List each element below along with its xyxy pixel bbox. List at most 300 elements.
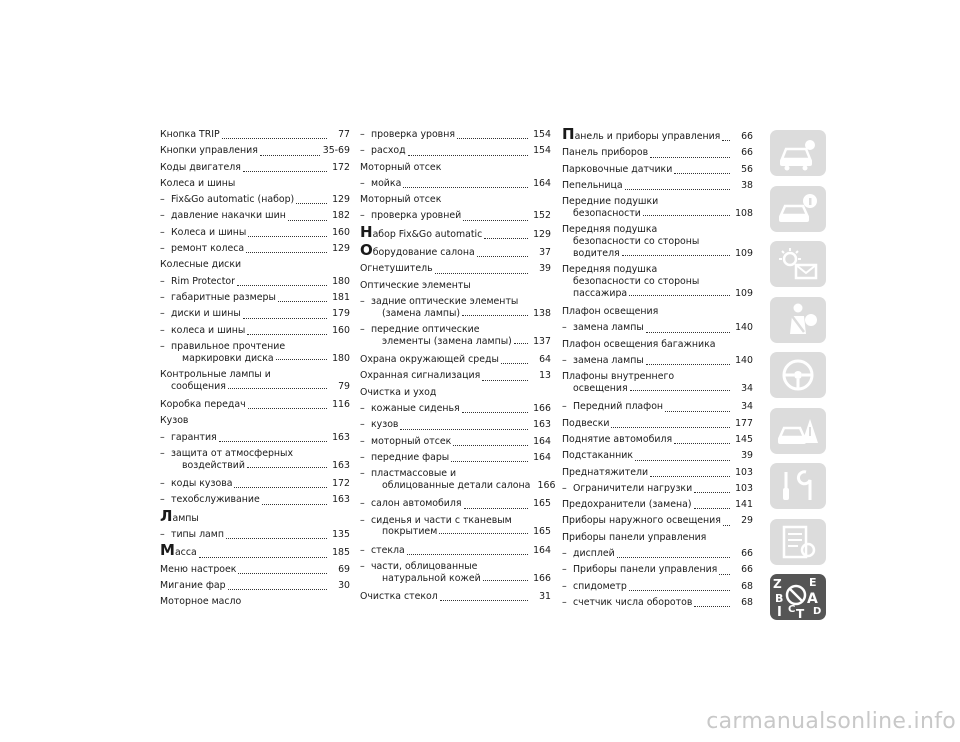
entry-text: Панель приборов xyxy=(562,147,649,159)
entry-last-line xyxy=(562,248,753,260)
index-entry xyxy=(562,546,753,562)
leader-dots xyxy=(451,461,528,462)
entry-text-line: сообщения xyxy=(171,380,226,392)
entry-text: Коды двигателя xyxy=(160,161,241,173)
page-number: 103 xyxy=(735,482,753,494)
index-heading: Колеса и шины xyxy=(160,177,236,189)
entry-text-line: – правильное прочтение xyxy=(160,341,350,353)
page-number: 66 xyxy=(741,548,753,560)
index-letter: B xyxy=(775,592,784,605)
index-entry-multiline xyxy=(360,515,551,539)
entry-initial-letter: Н xyxy=(360,224,373,241)
leader-dots xyxy=(243,318,327,319)
index-entry xyxy=(360,352,551,368)
index-heading: Моторный отсек xyxy=(360,161,442,173)
entry-text: Поднятие автомобиля xyxy=(562,433,673,445)
leader-dots xyxy=(643,215,730,216)
entry-last-line xyxy=(360,308,551,320)
page-number: 180 xyxy=(332,275,350,287)
index-heading: Очистка и уход xyxy=(360,386,437,398)
leader-dots xyxy=(722,140,730,141)
car-warning-icon xyxy=(776,413,820,449)
index-entry-multiline xyxy=(160,448,350,472)
tab-car-warning[interactable] xyxy=(770,408,826,454)
leader-dots xyxy=(464,508,528,509)
tab-seatbelt-airbag[interactable] xyxy=(770,297,826,343)
index-letter: E xyxy=(809,576,817,589)
tab-tools[interactable] xyxy=(770,463,826,509)
entry-last-line xyxy=(562,208,753,220)
entry-last-line xyxy=(562,288,753,300)
index-entry xyxy=(360,589,551,605)
page-number: 38 xyxy=(741,179,753,191)
index-entry xyxy=(360,401,551,417)
leader-dots xyxy=(237,285,327,286)
page-number: 166 xyxy=(533,572,551,584)
page-number: 103 xyxy=(735,466,753,478)
index-entry-multiline xyxy=(360,561,551,585)
entry-text: – габаритные размеры xyxy=(160,290,276,306)
watermark: carmanualsonline.info xyxy=(706,709,956,734)
page-number: 64 xyxy=(539,354,551,366)
leader-dots xyxy=(483,580,528,581)
index-entry xyxy=(160,527,350,543)
leader-dots xyxy=(440,600,528,601)
leader-dots xyxy=(694,606,730,607)
index-entry xyxy=(562,465,753,481)
entry-text-line: – передние оптические xyxy=(360,324,551,336)
entry-text-rest: ампы xyxy=(172,512,199,524)
page-number: 177 xyxy=(735,417,753,429)
leader-dots xyxy=(276,359,327,360)
entry-text: – спидометр xyxy=(562,579,627,595)
index-entry xyxy=(562,513,753,529)
index-entry xyxy=(160,241,350,257)
leader-dots xyxy=(296,203,327,204)
entry-text: Подвески xyxy=(562,417,610,429)
entry-text: Подстаканник xyxy=(562,450,634,462)
leader-dots xyxy=(650,157,730,158)
page-number: 69 xyxy=(338,563,350,575)
leader-dots xyxy=(246,252,327,253)
index-entry xyxy=(160,543,350,561)
entry-text: Преднатяжители xyxy=(562,466,649,478)
leader-dots xyxy=(288,220,327,221)
index-entry xyxy=(360,127,551,143)
entry-text xyxy=(562,127,720,145)
index-entry xyxy=(160,492,350,508)
page-number: 185 xyxy=(332,547,350,559)
page-number: 66 xyxy=(741,564,753,576)
leader-dots xyxy=(482,380,528,381)
index-entry-multiline xyxy=(360,324,551,348)
page-number: 140 xyxy=(735,322,753,334)
leader-dots xyxy=(484,238,528,239)
index-heading: Кузов xyxy=(160,415,189,427)
index-entry xyxy=(160,397,350,413)
entry-text: – моторный отсек xyxy=(360,434,451,450)
entry-text: – счетчик числа оборотов xyxy=(562,595,692,611)
leader-dots xyxy=(723,525,730,526)
index-entry xyxy=(360,208,551,224)
leader-dots xyxy=(463,220,528,221)
seatbelt-airbag-icon xyxy=(776,302,820,338)
leader-dots xyxy=(228,388,327,389)
leader-dots xyxy=(665,411,730,412)
page-number: 165 xyxy=(533,526,551,538)
steering-wheel-icon xyxy=(776,357,820,393)
leader-dots xyxy=(501,363,528,364)
index-entry xyxy=(562,432,753,448)
page-number: 165 xyxy=(533,498,551,510)
page-number: 163 xyxy=(332,494,350,506)
index-entry xyxy=(562,497,753,513)
leader-dots xyxy=(514,343,528,344)
entry-text: – передние фары xyxy=(360,450,449,466)
entry-text: Меню настроек xyxy=(160,563,237,575)
index-entry xyxy=(562,579,753,595)
index-heading: Колесные диски xyxy=(160,259,242,271)
leader-dots xyxy=(199,557,327,558)
leader-dots xyxy=(243,171,327,172)
index-entry xyxy=(360,225,551,243)
entry-text: – колеса и шины xyxy=(160,323,245,339)
entry-text: Кнопка TRIP xyxy=(160,129,220,140)
leader-dots xyxy=(694,508,730,509)
page-number: 68 xyxy=(741,580,753,592)
entry-text: – давление накачки шин xyxy=(160,208,286,224)
index-entry xyxy=(562,162,753,178)
entry-text-line: – задние оптические элементы xyxy=(360,296,551,308)
entry-text: Кнопки управления xyxy=(160,145,258,157)
page-number: 129 xyxy=(332,243,350,255)
car-info-icon xyxy=(776,191,820,227)
index-letter: C xyxy=(788,604,796,615)
page-number: 29 xyxy=(741,515,753,527)
leader-dots xyxy=(457,138,528,139)
entry-text: – Приборы панели управления xyxy=(562,562,717,578)
entry-text: – расход xyxy=(360,143,406,159)
page-number: 39 xyxy=(539,263,551,275)
entry-text-line: Контрольные лампы и xyxy=(160,368,271,380)
index-letter: I xyxy=(777,605,782,620)
index-entry xyxy=(160,127,350,143)
leader-dots xyxy=(650,476,730,477)
index-entry xyxy=(360,176,551,192)
index-entry xyxy=(562,481,753,497)
index-entry xyxy=(160,476,350,492)
entry-text: – типы ламп xyxy=(160,527,224,543)
entry-text: – Rim Protector xyxy=(160,274,235,290)
page-number: 163 xyxy=(332,459,350,471)
page-number: 35-69 xyxy=(322,145,350,157)
page-number: 129 xyxy=(533,228,551,240)
index-entry xyxy=(160,274,350,290)
leader-dots xyxy=(407,554,528,555)
index-entry xyxy=(160,143,350,159)
index-entry xyxy=(562,416,753,432)
entry-text-line: – пластмассовые и xyxy=(360,468,551,480)
entry-last-line xyxy=(562,383,753,395)
page-number: 154 xyxy=(533,129,551,140)
leader-dots xyxy=(646,364,730,365)
leader-dots xyxy=(462,412,528,413)
index-entry xyxy=(562,353,753,369)
leader-dots xyxy=(403,187,528,188)
entry-text: Очистка стекол xyxy=(360,591,438,603)
index-entry-multiline xyxy=(562,224,753,259)
page-number: 31 xyxy=(539,591,551,603)
page-number: 163 xyxy=(533,419,551,431)
page-number: 39 xyxy=(741,450,753,462)
entry-text-line: маркировки диска xyxy=(182,352,274,364)
entry-text-line: Передняя подушка xyxy=(562,224,658,236)
entry-text xyxy=(360,225,482,243)
index-heading xyxy=(160,506,350,527)
entry-text-rest: анель и приборы управления xyxy=(574,131,721,142)
index-entry xyxy=(160,306,350,322)
leader-dots xyxy=(617,557,730,558)
leader-dots xyxy=(674,443,730,444)
page-number: 164 xyxy=(533,451,551,463)
entry-text: Коробка передач xyxy=(160,399,246,411)
index-entry xyxy=(360,450,551,466)
index-entry-multiline xyxy=(562,371,753,395)
entry-text-line: безопасности xyxy=(573,207,641,219)
tab-car-dashboard[interactable] xyxy=(770,130,826,176)
entry-text: Огнетушитель xyxy=(360,263,433,275)
entry-text: Мигание фар xyxy=(160,579,226,591)
page-number: 180 xyxy=(332,352,350,364)
index-letter: D xyxy=(813,606,822,617)
index-entry xyxy=(562,562,753,578)
entry-text xyxy=(160,543,197,561)
page-number: 164 xyxy=(533,435,551,447)
leader-dots xyxy=(260,155,320,156)
page-number: 164 xyxy=(533,544,551,556)
leader-dots xyxy=(248,408,327,409)
entry-text: – Передний плафон xyxy=(562,399,663,415)
index-entry xyxy=(562,145,753,161)
page-number: 152 xyxy=(533,210,551,222)
leader-dots xyxy=(674,173,730,174)
index-entry xyxy=(360,243,551,261)
entry-text-line: освещения xyxy=(573,383,628,395)
entry-text-rest: борудование салона xyxy=(372,247,475,259)
entry-text-line: облицованные детали салона xyxy=(382,480,531,492)
index-entry-multiline xyxy=(360,468,556,492)
entry-text-line: Передняя подушка xyxy=(562,264,658,276)
index-entry-multiline xyxy=(562,264,753,299)
index-entry xyxy=(562,448,753,464)
index-heading: Плафон освещения xyxy=(562,306,659,318)
entry-text-rest: абор Fix&Go automatic xyxy=(372,228,483,240)
entry-text: Охрана окружающей среды xyxy=(360,354,499,366)
tab-specs-list[interactable] xyxy=(770,519,826,565)
entry-text-rest: асса xyxy=(174,547,197,559)
page-number: 129 xyxy=(332,194,350,206)
index-letter: T xyxy=(796,607,805,620)
entry-initial-letter: М xyxy=(160,543,175,560)
leader-dots xyxy=(234,487,327,488)
page-number: 179 xyxy=(332,308,350,320)
entry-text: – техобслуживание xyxy=(160,492,260,508)
page-number: 109 xyxy=(735,247,753,259)
index-column-2 xyxy=(360,127,556,605)
leader-dots xyxy=(408,155,528,156)
entry-initial-letter: Л xyxy=(160,506,173,525)
page-number: 154 xyxy=(533,145,551,157)
tools-icon xyxy=(776,468,820,504)
entry-text-line: воздействий xyxy=(182,459,245,471)
leader-dots xyxy=(694,492,730,493)
page-number: 77 xyxy=(338,129,350,140)
page-number: 79 xyxy=(338,380,350,392)
leader-dots xyxy=(625,189,730,190)
leader-dots xyxy=(439,533,528,534)
tab-car-info[interactable] xyxy=(770,186,826,232)
index-entry xyxy=(160,160,350,176)
index-entry xyxy=(360,417,551,433)
page-number: 116 xyxy=(332,399,350,411)
page-number: 34 xyxy=(741,383,753,395)
entry-text-line: водителя xyxy=(573,247,620,259)
index-entry xyxy=(160,562,350,578)
entry-text: Пепельница xyxy=(562,179,623,191)
entry-last-line xyxy=(360,336,551,348)
leader-dots xyxy=(622,255,730,256)
entry-text: – салон автомобиля xyxy=(360,496,462,512)
leader-dots xyxy=(247,467,327,468)
index-entry xyxy=(160,430,350,446)
index-entry xyxy=(360,434,551,450)
leader-dots xyxy=(646,332,730,333)
leader-dots xyxy=(278,301,327,302)
index-entry xyxy=(160,290,350,306)
entry-text-line: пассажира xyxy=(573,287,628,299)
entry-text: – кузов xyxy=(360,417,398,433)
entry-text-line: натуральной кожей xyxy=(382,572,481,584)
entry-initial-letter: О xyxy=(360,243,373,260)
entry-text: – мойка xyxy=(360,176,401,192)
index-entry-multiline xyxy=(360,296,551,320)
index-entry xyxy=(160,192,350,208)
leader-dots xyxy=(477,256,528,257)
page-number: 172 xyxy=(332,478,350,490)
index-entry xyxy=(160,323,350,339)
page-number: 166 xyxy=(537,480,556,492)
index-entry xyxy=(360,143,551,159)
tab-light-message[interactable] xyxy=(770,241,826,287)
entry-text: – диски и шины xyxy=(160,306,241,322)
entry-last-line xyxy=(160,381,350,393)
index-entry-multiline xyxy=(160,369,350,393)
leader-dots xyxy=(219,441,327,442)
leader-dots xyxy=(238,573,327,574)
specs-list-icon xyxy=(776,524,820,560)
page-number: 37 xyxy=(539,247,551,259)
index-heading: Плафон освещения багажника xyxy=(562,338,716,350)
tab-steering-wheel[interactable] xyxy=(770,352,826,398)
entry-text: – дисплей xyxy=(562,546,615,562)
entry-text-line: – части, облицованные xyxy=(360,561,551,573)
entry-text: – Fix&Go automatic (набор) xyxy=(160,192,294,208)
leader-dots xyxy=(611,427,730,428)
index-entry xyxy=(360,543,551,559)
leader-dots xyxy=(222,138,327,139)
page-number: 141 xyxy=(735,499,753,511)
index-heading: Оптические элементы xyxy=(360,279,471,291)
entry-text-line: Передние подушки xyxy=(562,196,659,208)
leader-dots xyxy=(635,460,730,461)
leader-dots xyxy=(630,390,730,391)
page-number: 140 xyxy=(735,354,753,366)
page-number: 182 xyxy=(332,210,350,222)
page-number: 181 xyxy=(332,291,350,303)
index-entry-multiline xyxy=(562,196,753,220)
light-message-icon xyxy=(776,246,820,282)
entry-last-line xyxy=(360,573,551,585)
index-entry xyxy=(562,178,753,194)
page-number: 163 xyxy=(332,431,350,443)
leader-dots xyxy=(228,589,327,590)
entry-text: – замена лампы xyxy=(562,320,644,336)
page-number: 138 xyxy=(533,307,551,319)
entry-text: – ремонт колеса xyxy=(160,241,244,257)
page-number: 137 xyxy=(533,335,551,347)
entry-text-line: элементы (замена лампы) xyxy=(382,335,512,347)
page-number: 30 xyxy=(338,579,350,591)
page-number: 160 xyxy=(332,226,350,238)
leader-dots xyxy=(262,504,327,505)
leader-dots xyxy=(435,273,528,274)
entry-text: – проверка уровня xyxy=(360,127,455,143)
leader-dots xyxy=(226,538,327,539)
alphabet-index-icon xyxy=(770,574,826,620)
page-number: 135 xyxy=(332,528,350,540)
entry-text-line: безопасности со стороны xyxy=(573,275,700,287)
entry-text-line: Плафоны внутреннего xyxy=(562,371,675,383)
entry-text-line: (замена лампы) xyxy=(382,307,461,319)
entry-last-line xyxy=(160,460,350,472)
entry-text-line: покрытием xyxy=(382,526,438,538)
section-tabs xyxy=(770,130,826,630)
leader-dots xyxy=(248,236,327,237)
index-entry xyxy=(562,595,753,611)
page-number: 145 xyxy=(735,433,753,445)
index-entry xyxy=(160,225,350,241)
tab-alphabet-index[interactable] xyxy=(770,574,826,620)
page-number: 160 xyxy=(332,324,350,336)
leader-dots xyxy=(629,295,730,296)
entry-last-line xyxy=(160,353,350,365)
index-column-3 xyxy=(562,127,753,611)
entry-text: – замена лампы xyxy=(562,353,644,369)
index-column-1 xyxy=(160,127,350,610)
entry-text-line: безопасности со стороны xyxy=(573,236,700,248)
index-entry xyxy=(562,127,753,145)
page-number: 66 xyxy=(741,147,753,159)
entry-last-line xyxy=(360,480,556,492)
entry-text: Приборы наружного освещения xyxy=(562,515,721,527)
entry-text-line: – сиденья и части с тканевым xyxy=(360,515,551,527)
page-number: 13 xyxy=(539,370,551,382)
page-number: 68 xyxy=(741,596,753,608)
index-entry xyxy=(360,261,551,277)
page-number: 34 xyxy=(741,401,753,413)
leader-dots xyxy=(400,429,528,430)
index-heading: Моторное масло xyxy=(160,596,242,608)
